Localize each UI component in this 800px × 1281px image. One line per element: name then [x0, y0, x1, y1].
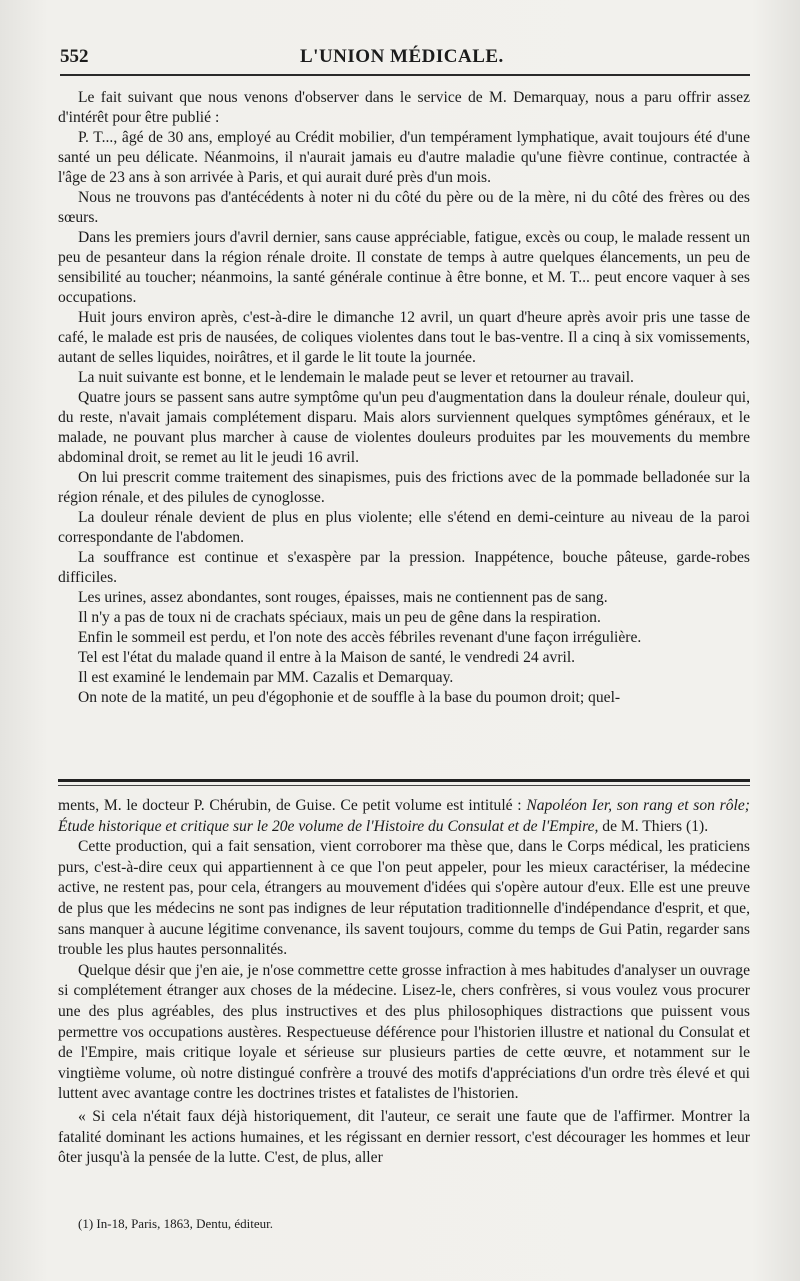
- feuilleton-first-paragraph: [58, 796, 750, 837]
- body-paragraph: Huit jours environ après, c'est-à-dire le dimanche 12 avril, un quart d'heure après avoir pris une tasse de café, le malade est pris de nausées, de coliques violentes dans tout le bas-ventre. Il a cinq à six vomissements, autant de selles liquides, noirâtres, et il garde le lit toute la journée.: [58, 309, 750, 366]
- body-paragraph: Il n'y a pas de toux ni de crachats spéciaux, mais un peu de gêne dans la respiration.: [78, 609, 601, 626]
- feuilleton-line-start: ments, M. le docteur P. Chérubin, de Guise. Ce petit volume est intitulé :: [58, 797, 527, 814]
- page-header: [60, 42, 750, 76]
- body-paragraph: Enfin le sommeil est perdu, et l'on note des accès fébriles revenant d'une façon irrégulière.: [78, 629, 642, 646]
- body-paragraph: Les urines, assez abondantes, sont rouges, épaisses, mais ne contiennent pas de sang.: [78, 589, 608, 606]
- book-title: Napoléon Ier, son rang et son rôle; Étude historique et critique sur le 20e volume de l'Histoire du Consulat et de l'Empire,: [58, 797, 750, 835]
- feuilleton-paragraph: Cette production, qui a fait sensation, vient corroborer ma thèse que, dans le Corps médical, les praticiens purs, c'est-à-dire ceux qui appartiennent à ce que l'on peut appeler, pour les mieux caractériser, la médecine active, ne restent pas, pour cela, étrangers au mouvement d'idées qui s'opère autour d'eux. Elle est une preuve de plus que les médecins ne sont pas indignes de leur réputation traditionnelle d'indépendance d'esprit, et que, sans manquer à aucune légitime convenance, ils savent toujours, comme du temps de Gui Patin, regarder sans trouble les plus hautes personnalités.: [58, 838, 750, 959]
- body-paragraph: La nuit suivante est bonne, et le lendemain le malade peut se lever et retourner au travail.: [78, 369, 634, 386]
- body-paragraph: Tel est l'état du malade quand il entre à la Maison de santé, le vendredi 24 avril.: [78, 649, 576, 666]
- body-paragraph: On lui prescrit comme traitement des sinapismes, puis des frictions avec de la pommade belladonée sur la région rénale, et des pilules de cynoglosse.: [58, 469, 750, 506]
- feuilleton-section: [58, 796, 750, 1169]
- feuilleton-line-end: de M. Thiers (1).: [598, 817, 709, 835]
- body-paragraph: P. T..., âgé de 30 ans, employé au Crédit mobilier, d'un tempérament lymphatique, avait toujours été d'une santé un peu délicate. Néanmoins, il n'aurait jamais eu d'autre maladie qu'une fièvre continue, contractée à l'âge de 23 ans à son arrivée à Paris, et qui aurait duré près d'un mois.: [58, 129, 750, 186]
- body-paragraph: On note de la matité, un peu d'égophonie et de souffle à la base du poumon droit; quel-: [78, 689, 621, 706]
- body-paragraph: Il est examiné le lendemain par MM. Cazalis et Demarquay.: [78, 669, 454, 686]
- body-paragraph: Le fait suivant que nous venons d'observer dans le service de M. Demarquay, nous a paru offrir assez d'intérêt pour être publié :: [58, 89, 750, 126]
- running-title: L'UNION MÉDICALE.: [300, 46, 504, 67]
- feuilleton-paragraph: Quelque désir que j'en aie, je n'ose commettre cette grosse infraction à mes habitudes d'analyser un ouvrage si complétement étranger aux choses de la médecine. Lisez-le, chers confrères, si vous voulez vous procurer une des plus agréables, des plus instructives et des plus philosophiques distractions que puissent vous permettre vos occupations austères. Respectueuse déférence pour l'historien illustre et national du Consulat et de l'Empire, mais critique loyale et sérieuse sur plusieurs parties de cette œuvre, et notamment sur le vingtième volume, où notre distingué confrère a trouvé des motifs d'appréciations d'un ordre très élevé et qui luttent avec avantage contre les doctrines tristes et fatalistes de l'historien.: [58, 961, 750, 1103]
- feuilleton-divider: [58, 779, 750, 782]
- body-paragraph: Nous ne trouvons pas d'antécédents à noter ni du côté du père ou de la mère, ni du côté des frères ou des sœurs.: [58, 189, 750, 226]
- body-paragraph: Quatre jours se passent sans autre symptôme qu'un peu d'augmentation dans la douleur rénale, douleur qui, du reste, n'avait jamais complétement disparu. Mais alors surviennent quelques symptômes généraux, et le malade, ne pouvant plus marcher à cause de violentes douleurs produites par les mouvements du membre abdominal droit, se remet au lit le jeudi 16 avril.: [58, 389, 750, 466]
- page-number: 552: [60, 46, 89, 67]
- footnote: (1) In-18, Paris, 1863, Dentu, éditeur.: [78, 1216, 273, 1231]
- article-body: [58, 88, 750, 708]
- feuilleton-quote: « Si cela n'était faux déjà historiquement, dit l'auteur, ce serait une faute que de l'affirmer. Montrer la fatalité dominant les actions humaines, et les régissant en dernier ressort, c'est décourager les hommes et leur ôter jusqu'à la pensée de la lutte. C'est, de plus, aller: [58, 1107, 750, 1167]
- body-paragraph: La douleur rénale devient de plus en plus violente; elle s'étend en demi-ceinture au niveau de la paroi correspondante de l'abdomen.: [58, 509, 750, 546]
- body-paragraph: La souffrance est continue et s'exaspère par la pression. Inappétence, bouche pâteuse, garde-robes difficiles.: [58, 549, 750, 586]
- body-paragraph: Dans les premiers jours d'avril dernier, sans cause appréciable, fatigue, excès ou coup, le malade ressent un peu de pesanteur dans la région rénale droite. Il constate de temps à autre quelques élancements, un peu de sensibilité au toucher; néanmoins, la santé générale continue à être bonne, et M. T... peut encore vaquer à ses occupations.: [58, 229, 750, 306]
